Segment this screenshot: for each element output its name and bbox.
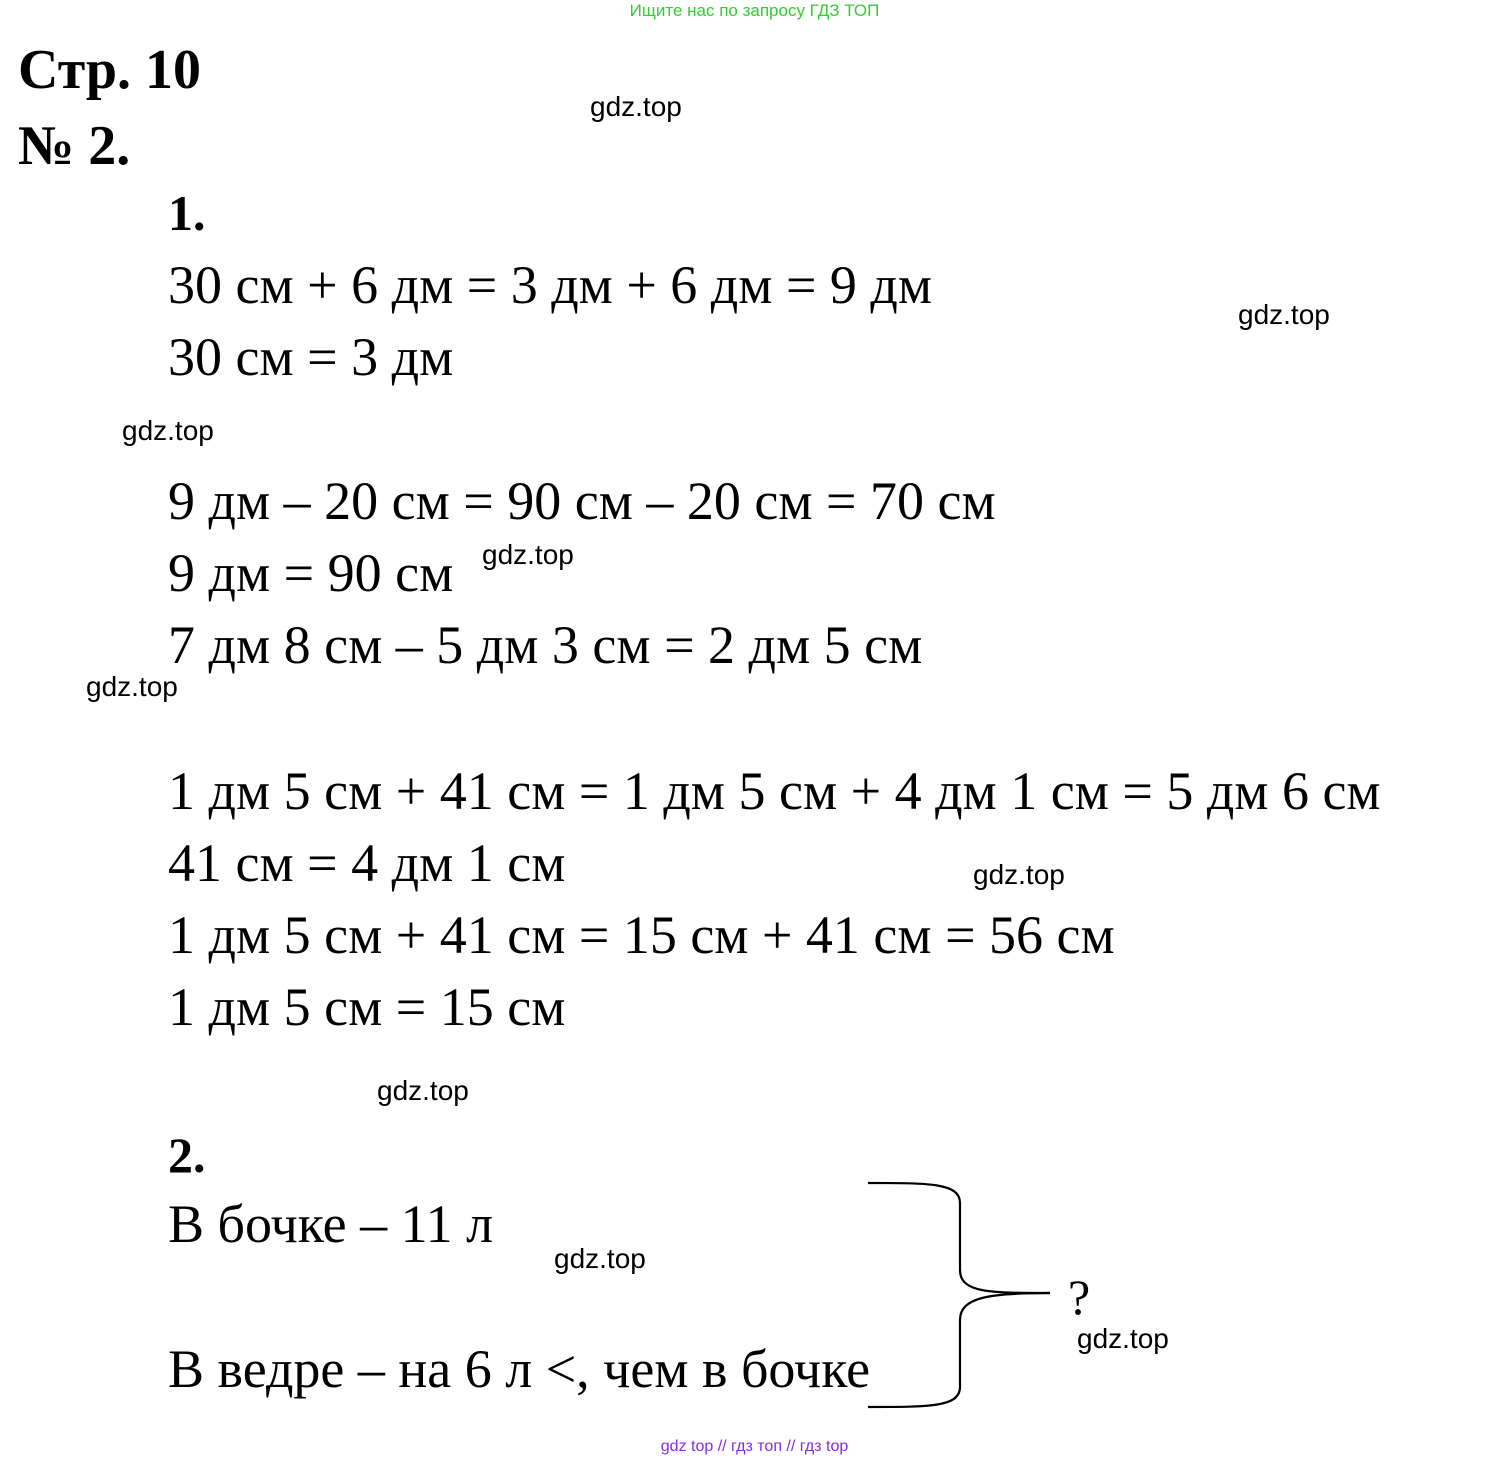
equation-line: 30 см + 6 дм = 3 дм + 6 дм = 9 дм — [168, 255, 933, 315]
equation-line: 1 дм 5 см + 41 см = 15 см + 41 см = 56 см — [168, 905, 1115, 965]
curly-brace — [860, 1175, 1060, 1415]
top-banner: Ищите нас по запросу ГДЗ ТОП — [629, 1, 880, 20]
condition-bucket: В ведре – на 6 л <, чем в бочке — [168, 1339, 871, 1399]
watermark: gdz.top — [86, 671, 178, 702]
watermark: gdz.top — [973, 859, 1065, 890]
equation-line: 1 дм 5 см = 15 см — [168, 977, 566, 1037]
equation-line: 9 дм – 20 см = 90 см – 20 см = 70 см — [168, 471, 996, 531]
question-mark: ? — [1068, 1269, 1091, 1325]
watermark: gdz.top — [554, 1243, 646, 1274]
watermark: gdz.top — [377, 1075, 469, 1106]
watermark: gdz.top — [1238, 299, 1330, 330]
equation-line: 41 см = 4 дм 1 см — [168, 833, 566, 893]
equation-line: 30 см = 3 дм — [168, 327, 454, 387]
task-heading: № 2. — [18, 115, 131, 177]
bottom-banner: gdz top // гдз топ // гдз top — [660, 1438, 849, 1455]
equation-line: 1 дм 5 см + 41 см = 1 дм 5 см + 4 дм 1 см = 5 дм 6 см — [168, 761, 1381, 821]
watermark: gdz.top — [590, 91, 682, 122]
condition-barrel: В бочке – 11 л — [168, 1194, 494, 1254]
equation-line: 7 дм 8 см – 5 дм 3 см = 2 дм 5 см — [168, 615, 923, 675]
part2-number: 2. — [168, 1127, 206, 1183]
page-heading: Стр. 10 — [18, 39, 202, 101]
watermark: gdz.top — [122, 415, 214, 446]
watermark: gdz.top — [1077, 1323, 1169, 1354]
equation-line: 9 дм = 90 см — [168, 543, 454, 603]
part1-number: 1. — [168, 185, 206, 241]
watermark: gdz.top — [482, 539, 574, 570]
